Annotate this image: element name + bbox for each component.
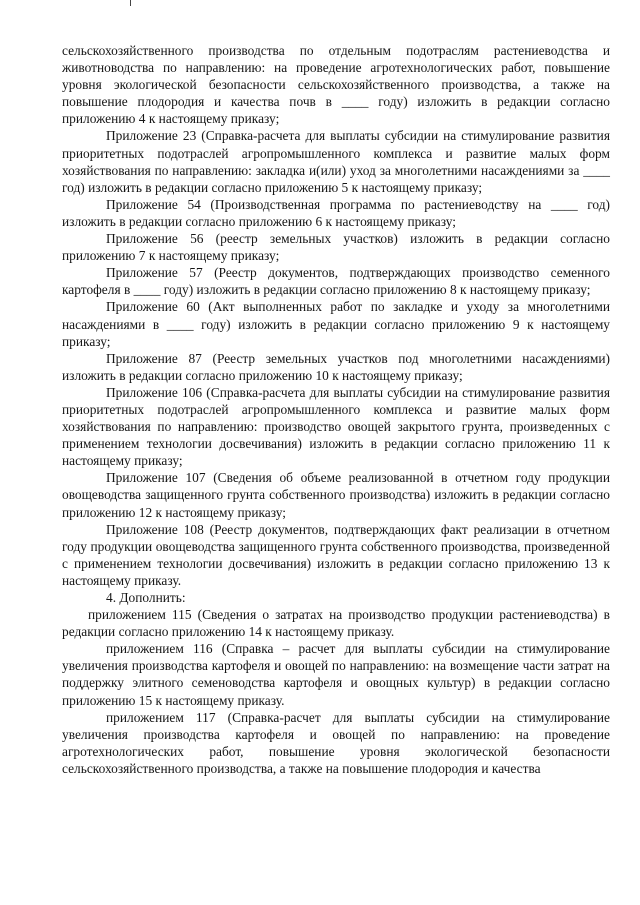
paragraph-appendix-56: Приложение 56 (реестр земельных участков) изложить в редакции согласно приложению 7 к настоящему приказу; [62, 231, 610, 264]
paragraph-appendix-107: Приложение 107 (Сведения об объеме реализованной в отчетном году продукции овощеводства защищенного грунта собственного производства) изложить в редакции согласно приложению 12 к настоящему приказу; [62, 470, 610, 520]
paragraph-appendix-23: Приложение 23 (Справка-расчета для выплаты субсидии на стимулирование развития приоритетных подотраслей агропромышленного комплекса и развитие малых форм хозяйствования по направлению: закладка и(или) уход за многолетними насаждениями за ____ год) изложить в редакции согласно приложению 5 к настоящему приказу; [62, 128, 610, 195]
scan-mark [130, 0, 131, 6]
paragraph-appendix-57: Приложение 57 (Реестр документов, подтверждающих производство семенного картофеля в ____ году) изложить в редакции согласно приложению 8 к настоящему приказу; [62, 265, 610, 298]
paragraph-appendix-60: Приложение 60 (Акт выполненных работ по закладке и уходу за многолетними насаждениями в ____ году) изложить в редакции согласно приложению 9 к настоящему приказу; [62, 299, 610, 349]
paragraph-appendix-87: Приложение 87 (Реестр земельных участков под многолетними насаждениями) изложить в редакции согласно приложению 10 к настоящему приказу; [62, 350, 610, 383]
section-heading-4: 4. Дополнить: [106, 590, 186, 605]
paragraph-appendix-54: Приложение 54 (Производственная программа по растениеводству на ____ год) изложить в редакции согласно приложению 6 к настоящему приказу; [62, 196, 610, 229]
paragraph-continuation: сельскохозяйственного производства по отдельным подотраслям растениеводства и животноводства по направлению: на проведение агротехнологических работ, повышение уровня экологической безопасности сельскохозяйственного производства, а также на повышение плодородия и качества почв в ____ году) изложить в редакции согласно приложению 4 к настоящему приказу; [62, 43, 610, 127]
paragraph-add-116: приложением 116 (Справка – расчет для выплаты субсидии на стимулирование увеличения производства картофеля и овощей по направлению: на возмещение части затрат на поддержку элитного семеноводства картофеля и овощных культур) в редакции согласно приложению 15 к настоящему приказу. [62, 641, 610, 708]
paragraph-add-117: приложением 117 (Справка-расчет для выплаты субсидии на стимулирование увеличения производства картофеля и овощей по направлению: на проведение агротехнологических работ, повышение уровня экологической безопасности сельскохозяйственного производства, а также на повышение плодородия и качества [62, 709, 610, 776]
document-page [62, 42, 610, 777]
paragraph-appendix-108: Приложение 108 (Реестр документов, подтверждающих факт реализации в отчетном году продукции овощеводства защищенного грунта собственного производства, произведенной с применением технологии досвечивания) изложить в редакции согласно приложению 13 к настоящему приказу. [62, 521, 610, 588]
paragraph-add-115: приложением 115 (Сведения о затратах на производство продукции растениеводства) в редакции согласно приложению 14 к настоящему приказу. [62, 607, 610, 640]
paragraph-appendix-106: Приложение 106 (Справка-расчета для выплаты субсидии на стимулирование развития приоритетных подотраслей агропромышленного комплекса и развитие малых форм хозяйствования по направлению: производство овощей закрытого грунта, произведенных с применением технологии досвечивания) изложить в редакции согласно приложению 11 к настоящему приказу; [62, 384, 610, 469]
